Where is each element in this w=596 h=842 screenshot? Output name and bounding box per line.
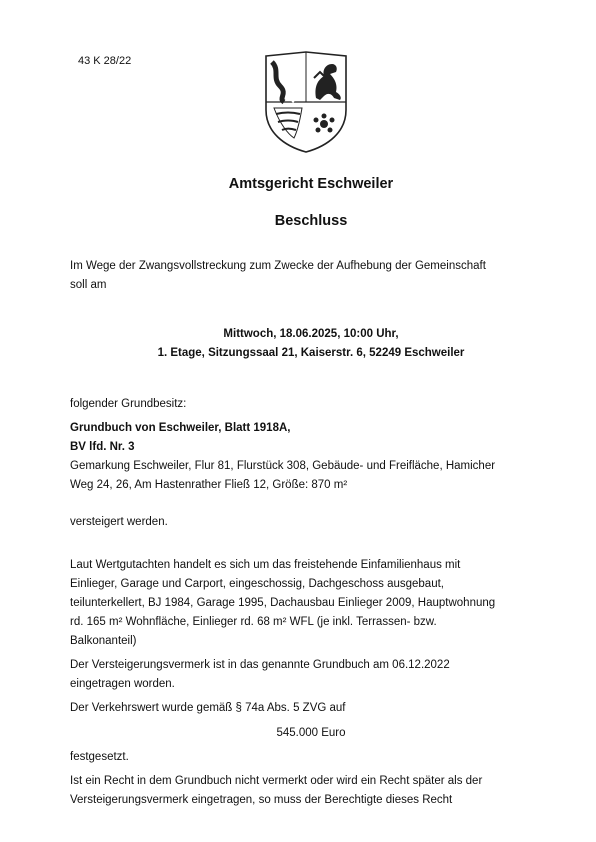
appraisal-line-5: Balkonanteil) bbox=[70, 635, 137, 647]
nrw-coat-of-arms-icon bbox=[258, 50, 354, 154]
appraisal-line-1: Laut Wertgutachten handelt es sich um das freistehende Einfamilienhaus mit bbox=[70, 559, 461, 571]
rights-line-2: Versteigerungsvermerk eingetragen, so muss der Berechtigte dieses Recht bbox=[70, 794, 453, 806]
auction-location: 1. Etage, Sitzungssaal 21, Kaiserstr. 6, 52249 Eschweiler bbox=[157, 347, 465, 359]
bv-number: BV lfd. Nr. 3 bbox=[70, 441, 135, 453]
parcel-line-1: Gemarkung Eschweiler, Flur 81, Flurstück 308, Gebäude- und Freifläche, Hamicher bbox=[70, 460, 496, 472]
land-register: Grundbuch von Eschweiler, Blatt 1918A, bbox=[70, 422, 291, 434]
appraisal-line-2: Einlieger, Garage und Carport, eingeschossig, Dachgeschoss ausgebaut, bbox=[70, 578, 444, 590]
rights-line-1: Ist ein Recht in dem Grundbuch nicht vermerkt oder wird ein Recht später als der bbox=[70, 775, 483, 787]
appraisal-line-3: teilunterkellert, BJ 1984, Garage 1995, Dachausbau Einlieger 2009, Hauptwohnung bbox=[70, 597, 496, 609]
property-intro: folgender Grundbesitz: bbox=[70, 398, 187, 410]
note-line-2: eingetragen worden. bbox=[70, 678, 175, 690]
case-number: 43 K 28/22 bbox=[78, 55, 132, 67]
appraisal-line-4: rd. 165 m² Wohnfläche, Einlieger rd. 68 m² WFL (je inkl. Terrassen- bzw. bbox=[70, 616, 437, 628]
parcel-line-2: Weg 24, 26, Am Hastenrather Fließ 12, Größe: 870 m² bbox=[70, 479, 348, 491]
intro-line-1: Im Wege der Zwangsvollstreckung zum Zwecke der Aufhebung der Gemeinschaft bbox=[70, 260, 486, 272]
auction-date: Mittwoch, 18.06.2025, 10:00 Uhr, bbox=[223, 328, 399, 340]
document-title: Beschluss bbox=[274, 213, 348, 229]
court-name: Amtsgericht Eschweiler bbox=[228, 176, 394, 192]
value-line: Der Verkehrswert wurde gemäß § 74a Abs. 5 ZVG auf bbox=[70, 702, 346, 714]
auction-text: versteigert werden. bbox=[70, 516, 168, 528]
value-end: festgesetzt. bbox=[70, 751, 129, 763]
value-amount: 545.000 Euro bbox=[276, 727, 346, 739]
intro-line-2: soll am bbox=[70, 279, 107, 291]
note-line-1: Der Versteigerungsvermerk ist in das genannte Grundbuch am 06.12.2022 bbox=[70, 659, 450, 671]
